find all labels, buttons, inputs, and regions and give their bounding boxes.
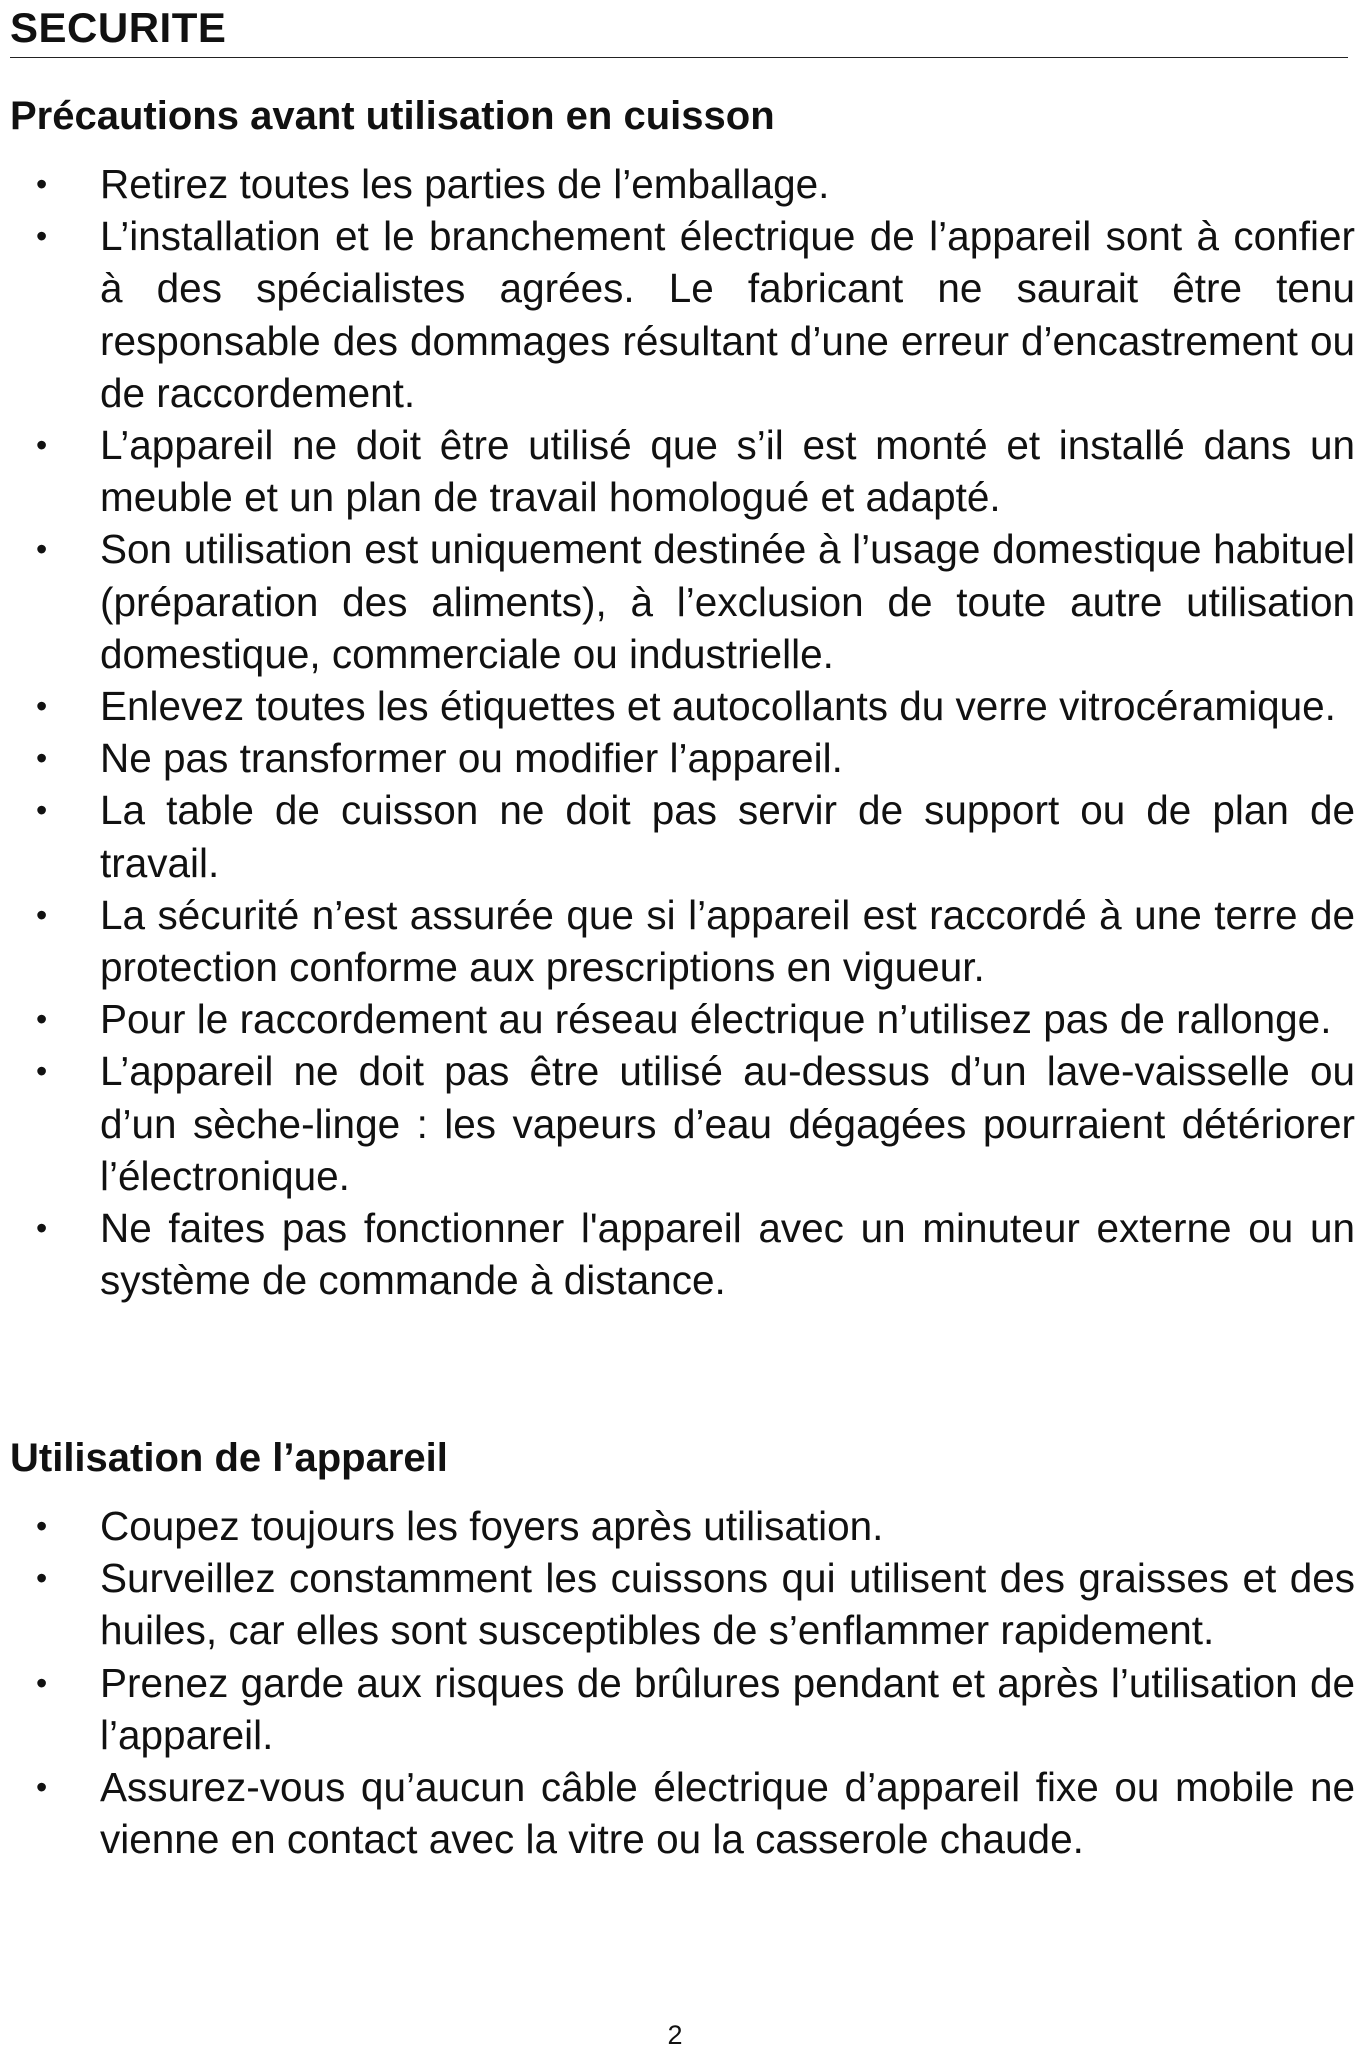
list-item: • Retirez toutes les parties de l’emballage. bbox=[0, 158, 1355, 210]
precautions-list bbox=[0, 158, 1371, 1306]
section-heading-precautions: Précautions avant utilisation en cuisson bbox=[10, 94, 775, 138]
page-number: 2 bbox=[667, 2020, 683, 2050]
list-item: • Ne pas transformer ou modifier l’appareil. bbox=[0, 732, 1355, 784]
list-item: • Prenez garde aux risques de brûlures pendant et après l’utilisation de l’appareil. bbox=[0, 1657, 1355, 1761]
list-item: • La sécurité n’est assurée que si l’appareil est raccordé à une terre de protection conforme aux prescriptions en vigueur. bbox=[0, 889, 1355, 993]
list-item: • L’installation et le branchement électrique de l’appareil sont à confier à des spécialistes agrées. Le fabricant ne saurait être tenu responsable des dommages résultant d’une erreur d’encastrement ou de raccordement. bbox=[0, 210, 1355, 419]
list-item: • Pour le raccordement au réseau électrique n’utilisez pas de rallonge. bbox=[0, 993, 1355, 1045]
utilisation-list bbox=[0, 1500, 1371, 1865]
page-title: SECURITE bbox=[10, 4, 227, 51]
list-item: • Assurez-vous qu’aucun câble électrique d’appareil fixe ou mobile ne vienne en contact avec la vitre ou la casserole chaude. bbox=[0, 1761, 1355, 1865]
list-item: • L’appareil ne doit être utilisé que s’il est monté et installé dans un meuble et un plan de travail homologué et adapté. bbox=[0, 419, 1355, 523]
list-item: • La table de cuisson ne doit pas servir de support ou de plan de travail. bbox=[0, 784, 1355, 888]
title-divider bbox=[10, 57, 1348, 58]
list-item: • Surveillez constamment les cuissons qui utilisent des graisses et des huiles, car elles sont susceptibles de s’enflammer rapidement. bbox=[0, 1552, 1355, 1656]
section-heading-utilisation: Utilisation de l’appareil bbox=[10, 1436, 448, 1480]
list-item: • Enlevez toutes les étiquettes et autocollants du verre vitrocéramique. bbox=[0, 680, 1355, 732]
list-item: • Ne faites pas fonctionner l'appareil avec un minuteur externe ou un système de commande à distance. bbox=[0, 1202, 1355, 1306]
list-item: • Coupez toujours les foyers après utilisation. bbox=[0, 1500, 1355, 1552]
list-item: • L’appareil ne doit pas être utilisé au-dessus d’un lave-vaisselle ou d’un sèche-linge : les vapeurs d’eau dégagées pourraient détériorer l’électronique. bbox=[0, 1045, 1355, 1202]
list-item: • Son utilisation est uniquement destinée à l’usage domestique habituel (préparation des aliments), à l’exclusion de toute autre utilisation domestique, commerciale ou industrielle. bbox=[0, 523, 1355, 680]
